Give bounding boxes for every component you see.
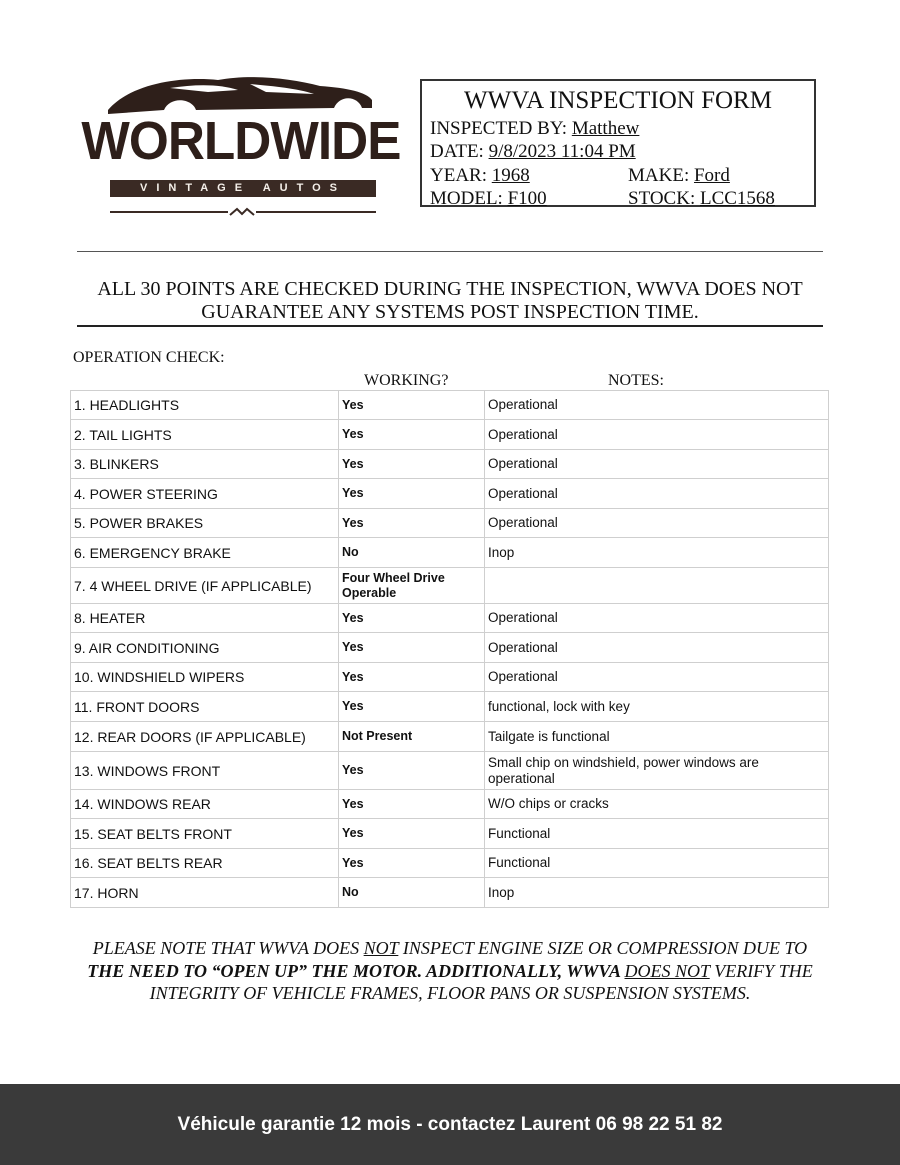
working-cell: No xyxy=(339,878,485,907)
working-cell: Four Wheel Drive Operable xyxy=(339,568,485,603)
table-row xyxy=(71,752,829,790)
table-row xyxy=(71,450,829,479)
year-label: YEAR: xyxy=(430,165,487,186)
working-cell: Not Present xyxy=(339,722,485,751)
top-divider xyxy=(77,251,823,252)
disclaimer-text: PLEASE NOTE THAT WWVA DOES xyxy=(92,938,364,958)
notes-cell: Functional xyxy=(485,849,829,877)
notes-cell: Operational xyxy=(485,450,829,478)
item-cell: 10. WINDSHIELD WIPERS xyxy=(71,663,339,691)
item-cell: 11. FRONT DOORS xyxy=(71,692,339,721)
notes-cell: functional, lock with key xyxy=(485,692,829,721)
stock-row xyxy=(628,187,775,211)
operation-check-title: OPERATION CHECK: xyxy=(73,349,225,366)
item-cell: 14. WINDOWS REAR xyxy=(71,790,339,818)
table-row xyxy=(71,790,829,819)
working-cell: Yes xyxy=(339,663,485,691)
item-cell: 7. 4 WHEEL DRIVE (IF APPLICABLE) xyxy=(71,568,339,603)
year-row xyxy=(430,164,530,188)
notes-cell: Inop xyxy=(485,538,829,567)
notes-cell: Operational xyxy=(485,604,829,632)
working-cell: Yes xyxy=(339,849,485,877)
model-value: F100 xyxy=(507,188,547,209)
notes-cell: W/O chips or cracks xyxy=(485,790,829,818)
disclaimer-emphasis: NOT xyxy=(363,938,399,958)
footer-text: Véhicule garantie 12 mois - contactez Laurent 06 98 22 51 82 xyxy=(177,1113,723,1135)
item-cell: 17. HORN xyxy=(71,878,339,907)
logo-tagline: VINTAGE AUTOS xyxy=(110,180,376,197)
working-cell: Yes xyxy=(339,391,485,419)
notes-cell: Operational xyxy=(485,391,829,419)
inspected-by-row xyxy=(430,117,639,141)
working-cell: Yes xyxy=(339,479,485,508)
table-row xyxy=(71,604,829,633)
item-cell: 5. POWER BRAKES xyxy=(71,509,339,537)
inspection-notice xyxy=(60,278,840,324)
disclaimer-line-3: INTEGRITY OF VEHICLE FRAMES, FLOOR PANS OR SUSPENSION SYSTEMS. xyxy=(149,983,751,1003)
working-cell: Yes xyxy=(339,450,485,478)
notes-cell: Operational xyxy=(485,633,829,662)
stock-value: LCC1568 xyxy=(699,188,775,209)
date-label: DATE: xyxy=(430,141,484,162)
notes-cell: Small chip on windshield, power windows are operational xyxy=(485,752,829,789)
notes-cell xyxy=(485,568,829,603)
inspected-by-value: Matthew xyxy=(571,118,640,139)
logo-wordmark: WORLDWIDE xyxy=(81,111,401,171)
make-row xyxy=(628,164,730,188)
notice-line-2: GUARANTEE ANY SYSTEMS POST INSPECTION TIME. xyxy=(201,301,699,323)
notes-cell: Operational xyxy=(485,479,829,508)
item-cell: 12. REAR DOORS (IF APPLICABLE) xyxy=(71,722,339,751)
table-row xyxy=(71,479,829,509)
disclaimer-line-1 xyxy=(60,937,840,960)
table-row xyxy=(71,692,829,722)
disclaimer-emphasis: DOES NOT xyxy=(624,960,710,981)
table-row xyxy=(71,568,829,604)
date-value: 9/8/2023 11:04 PM xyxy=(488,141,636,162)
item-cell: 13. WINDOWS FRONT xyxy=(71,752,339,789)
working-column-header: WORKING? xyxy=(364,372,449,389)
table-row xyxy=(71,819,829,849)
working-cell: Yes xyxy=(339,509,485,537)
working-cell: Yes xyxy=(339,420,485,449)
make-label: MAKE: xyxy=(628,165,690,186)
year-value: 1968 xyxy=(491,165,530,186)
footer-banner xyxy=(0,1084,900,1165)
disclaimer-text: INSPECT ENGINE SIZE OR COMPRESSION DUE TO xyxy=(398,938,808,958)
notes-cell: Operational xyxy=(485,420,829,449)
table-row xyxy=(71,663,829,692)
item-cell: 16. SEAT BELTS REAR xyxy=(71,849,339,877)
table-row xyxy=(71,722,829,752)
notes-cell: Inop xyxy=(485,878,829,907)
item-cell: 8. HEATER xyxy=(71,604,339,632)
disclaimer xyxy=(60,937,840,1005)
item-cell: 3. BLINKERS xyxy=(71,450,339,478)
working-cell: Yes xyxy=(339,633,485,662)
logo-mark-icon xyxy=(228,207,256,217)
table-row xyxy=(71,633,829,663)
model-label: MODEL: xyxy=(430,188,503,209)
item-cell: 6. EMERGENCY BRAKE xyxy=(71,538,339,567)
item-cell: 9. AIR CONDITIONING xyxy=(71,633,339,662)
operation-check-table xyxy=(70,390,829,908)
table-row xyxy=(71,538,829,568)
stock-label: STOCK: xyxy=(628,188,696,209)
table-row xyxy=(71,849,829,878)
working-cell: Yes xyxy=(339,604,485,632)
model-row xyxy=(430,187,547,211)
notes-cell: Operational xyxy=(485,663,829,691)
notes-cell: Operational xyxy=(485,509,829,537)
working-cell: Yes xyxy=(339,752,485,789)
notes-cell: Functional xyxy=(485,819,829,848)
notes-column-header: NOTES: xyxy=(608,372,664,389)
date-row xyxy=(430,140,636,164)
inspection-form-box xyxy=(420,79,816,207)
table-row xyxy=(71,878,829,908)
working-cell: No xyxy=(339,538,485,567)
notice-line-1: ALL 30 POINTS ARE CHECKED DURING THE INSPECTION, WWVA DOES NOT xyxy=(97,278,803,300)
working-cell: Yes xyxy=(339,819,485,848)
table-row xyxy=(71,420,829,450)
item-cell: 4. POWER STEERING xyxy=(71,479,339,508)
item-cell: 15. SEAT BELTS FRONT xyxy=(71,819,339,848)
notes-cell: Tailgate is functional xyxy=(485,722,829,751)
working-cell: Yes xyxy=(339,692,485,721)
disclaimer-line-2 xyxy=(60,960,840,983)
inspected-by-label: INSPECTED BY: xyxy=(430,118,568,139)
disclaimer-text: VERIFY THE xyxy=(709,960,813,981)
table-row xyxy=(71,391,829,420)
form-title: WWVA INSPECTION FORM xyxy=(464,87,772,114)
item-cell: 2. TAIL LIGHTS xyxy=(71,420,339,449)
notice-divider xyxy=(77,325,823,327)
table-row xyxy=(71,509,829,538)
working-cell: Yes xyxy=(339,790,485,818)
item-cell: 1. HEADLIGHTS xyxy=(71,391,339,419)
disclaimer-text: THE NEED TO “OPEN UP” THE MOTOR. ADDITIONALLY, WWVA xyxy=(87,960,625,981)
company-logo xyxy=(81,70,401,220)
make-value: Ford xyxy=(693,165,730,186)
